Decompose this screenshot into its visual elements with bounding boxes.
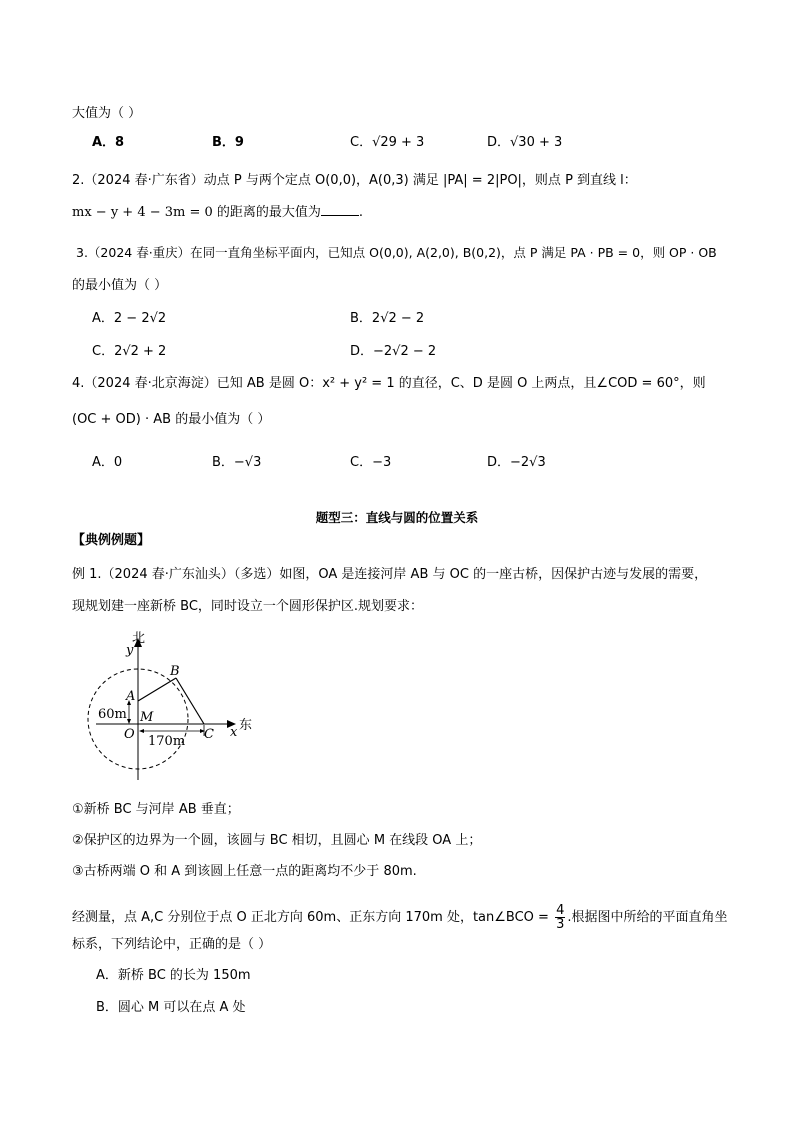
q1-option-a: A．8	[92, 135, 125, 150]
q3-line2: 的最小值为（ ）	[72, 278, 168, 293]
q2-line1: 2.（2024 春·广东省）动点 P 与两个定点 O(0,0)，A(0,3) 满足 |PA| = 2|PO|，则点 P 到直线 l：	[72, 173, 637, 188]
label-y: y	[126, 643, 134, 658]
q1-option-b: B．9	[212, 135, 244, 150]
tan-fraction	[555, 904, 565, 931]
label-a: A	[126, 689, 136, 704]
label-x: x	[230, 725, 238, 740]
q4-line1: 4.（2024 春·北京海淀）已知 AB 是圆 O：x² + y² = 1 的直径，C、D 是圆 O 上两点，且∠COD = 60°，则	[72, 376, 706, 391]
q4-line2: (OC + OD) · AB 的最小值为（ ）	[72, 412, 271, 427]
label-c: C	[204, 727, 214, 742]
ex1-line3b: .根据图中所给的平面直角坐	[567, 910, 728, 925]
q2-line2: mx − y + 4 − 3m = 0 的距离的最大值为	[72, 205, 321, 220]
q2-end: .	[358, 205, 364, 220]
label-b: B	[170, 664, 180, 679]
section-title: 题型三：直线与圆的位置关系	[315, 510, 479, 525]
bridge-diagram	[84, 628, 274, 788]
label-60m: 60m	[98, 707, 127, 722]
q1-option-d: D．√30 + 3	[487, 135, 563, 150]
q3-option-d: D．−2√2 − 2	[350, 344, 437, 359]
ex1-req3: ③古桥两端 O 和 A 到该圆上任意一点的距离均不少于 80m.	[72, 864, 417, 879]
ex1-req2: ②保护区的边界为一个圆，该圆与 BC 相切，且圆心 M 在线段 OA 上；	[72, 833, 482, 848]
q3-option-a: A．2 − 2√2	[92, 311, 167, 326]
ex1-option-b: B．圆心 M 可以在点 A 处	[96, 1000, 246, 1015]
q4-option-d: D．−2√3	[487, 455, 546, 470]
ex1-line3	[72, 904, 728, 931]
q4-option-c: C．−3	[350, 455, 392, 470]
q2-answer-blank	[321, 203, 359, 216]
label-m: M	[140, 710, 154, 725]
label-north: 北	[132, 631, 146, 646]
q1-tail: 大值为（ ）	[72, 106, 142, 121]
q3-option-c: C．2√2 + 2	[92, 344, 167, 359]
frac-den: 3	[556, 917, 565, 932]
q4-option-b: B．−√3	[212, 455, 262, 470]
frac-num: 4	[556, 903, 565, 918]
bridge-ab	[138, 678, 176, 701]
ex1-req1: ①新桥 BC 与河岸 AB 垂直；	[72, 802, 240, 817]
marker-170m-left-icon	[139, 729, 144, 733]
ex1-line3a: 经测量，点 A,C 分别位于点 O 正北方向 60m、正东方向 170m 处，tan∠BCO =	[72, 910, 549, 925]
label-170m: 170m	[148, 734, 186, 749]
q4-option-a: A．0	[92, 455, 123, 470]
ex1-line1: 例 1.（2024 春·广东汕头）（多选）如图，OA 是连接河岸 AB 与 OC 的一座古桥，因保护古迹与发展的需要，	[72, 567, 708, 582]
ex1-line2: 现规划建一座新桥 BC，同时设立一个圆形保护区.规划要求：	[72, 599, 424, 614]
q3-option-b: B．2√2 − 2	[350, 311, 425, 326]
example-heading: 【典例例题】	[72, 533, 151, 548]
label-east: 东	[239, 718, 253, 733]
q1-option-c: C．√29 + 3	[350, 135, 425, 150]
ex1-option-a: A．新桥 BC 的长为 150m	[96, 968, 251, 983]
ex1-line4: 标系，下列结论中，正确的是（ ）	[72, 937, 272, 952]
label-o: O	[124, 727, 135, 742]
q2-line2-wrap	[72, 203, 363, 223]
q3-line1: 3.（2024 春·重庆）在同一直角坐标平面内，已知点 O(0,0), A(2,0), B(0,2)，点 P 满足 PA · PB = 0，则 OP · OB	[76, 245, 717, 260]
bridge-bc	[176, 678, 204, 724]
marker-60m-down-icon	[127, 719, 131, 724]
